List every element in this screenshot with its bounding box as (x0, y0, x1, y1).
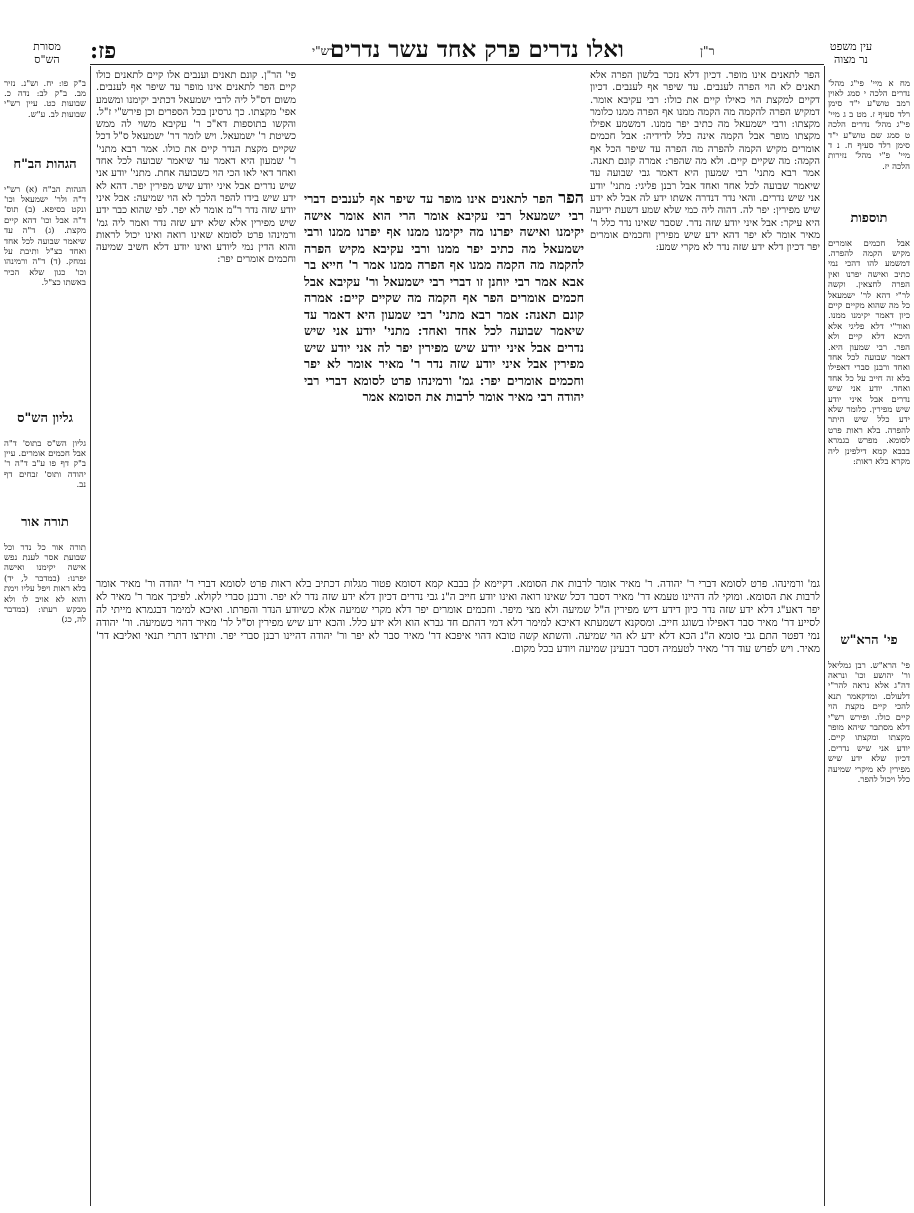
torah-or-column (4, 534, 86, 624)
daf-number: פז: (90, 38, 117, 64)
hagahot-title: הגהות הב"ח (13, 157, 77, 172)
left-margin-rule (90, 66, 91, 1206)
gemara-block (304, 190, 584, 570)
ein-mishpat-label: עין משפט נר מצוה (829, 40, 873, 66)
opening-word: הפר (558, 190, 584, 207)
haraash-column (828, 652, 910, 1197)
torah-or-title: תורה אור (21, 515, 69, 530)
header-rule (90, 64, 824, 65)
ran-label: ר"ן (700, 44, 715, 58)
rashi-text: הפר לתאנים אינו מופר. דכיון דלא נזכר בלשון הפרה אלא תאנים לא הוי הפרה לענבים. עד שיפר אף לענבים. דכיון דקיים למקצת הוי כאילו קיים את כולו: רבי עקיבא אומר. דמקיש הפרה להקמה מה הקמה ממנו אף הפרה ממנו כלומר מקצתו: ורבי ישמעאל מה כתיב יפר ממנו. דמשמע אפילו מקצתו מופר אבל הקמה אינה כלל לדידיה: אבל חכמים אומרים מקיש הקמה להפרה מה הפרה עד שיפר הכל אף הקמה: מה שקיים קיים. ולא מה שהפר: אמרה קונם תאנה. אמר רבא מתני' רבי שמעון היא דאמר גבי שבועה עד שיאמר שבועה לכל אחד ואחד אבל רבנן פליגי: מתני' יודע אני שיש נדרים. והאי נדר דנדרה אשתו ידע לה אבל לא ידע שיש מפירין: יפר לה. דהוה ליה כמי שלא שמע דשעת ידיעה היא עיקר: אבל איני יודע שזה נדר. שסבר שאינו נדר כלל ר' מאיר אומר לא יפר דהא ידע שיש מפירין וחכמים אומרים יפר דכיון דלא ידע שזה נדר לא מקרי שמע: (590, 70, 820, 254)
page-title: ואלו נדרים פרק אחד עשר נדרים (330, 36, 624, 63)
page-header (33, 34, 873, 66)
gilyon-title: גליון הש"ס (17, 411, 73, 426)
ein-mishpat-text: מח א מיי' פי"ג מהל' נדרים הלכה י סמג לאוין רמב טוש"ע י"ד סימן רלד סעיף ז. מט ב ג מיי' פי"ג מהל' נדרים הלכה ט סמג שם טוש"ע י"ד סימן רלד סעיף ח. נ ד מיי' פ"י מהל' נזירות הלכה יז. (828, 78, 910, 172)
tosafot-column (828, 230, 910, 630)
gemara-text: הפר לתאנים אינו מופר עד שיפר אף לענבים דברי רבי ישמעאל רבי עקיבא אומר הרי הוא אומר אישה יקימנו ואישה יפרנו מה יקימנו ממנו אף יפרנו ממנו ורבי ישמעאל מה כתיב יפר ממנו ורבי עקיבא מקיש הפרה להקמה מה הקמה ממנו אף הפרה ממנו אמר ר' חייא בר אבא אמר רבי יוחנן זו דברי רבי ישמעאל ור' עקיבא אבל חכמים אומרים הפר אף הקמה מה שקיים קיים: אמרה קונם תאנה: אמר רבא מתני' רבי שמעון היא דאמר עד שיאמר שבועה לכל אחד ואחד: מתני' יודע אני שיש נדרים אבל איני יודע שיש מפירין יפר לה אני יודע שיש מפירין אבל איני יודע שזה נדר ר' מאיר אומר לא יפר וחכמים אומרים יפר: גמ' ורמינהו פרט לסומא דברי רבי יהודה רבי מאיר אומר לרבות את הסומא אמר (304, 191, 584, 404)
mesoret-column (4, 70, 86, 152)
gilyon-text: גליון הש"ס בתוס' ד"ה אבל חכמים אומרים. עיין ב"ק דף פו ע"ב ד"ה ר' יהודה ותוס' זבחים דף נב. (4, 438, 86, 491)
ran-text: פי' הר"ן. קונם תאנים וענבים אלו קיים לתאנים כולו קיים הפר לתאנים אינו מופר עד שיפר אף לענבים. משום דס"ל ליה לרבי ישמעאל דכתיב יקימנו ומשמע אפי' מקצתו. כך גרסינן בכל הספרים וכן פירש"י ז"ל. והקשו בתוספות דא"כ ר' עקיבא משוי לה ממש כשיטת ר' ישמעאל. ויש לומר דר' ישמעאל ס"ל דכל שקיים מקצת הנדר קיים את כולו. אמר רבא מתני' ר' שמעון היא דאמר עד שיאמר שבועה לכל אחד ואחד דאי לאו הכי הוי כשבועה אחת. מתני' יודע אני שיש נדרים אבל איני יודע שיש מפירין יפר. דהא לא ידע שיש בידו להפר הלכך לא הוי שמיעה: אבל איני יודע שזה נדר ר"מ אומר לא יפר. לפי שהוא כבר ידע שיש מפירין אלא שלא ידע שזה נדר ואמר ליה גמ' ורמינהו פרט לסומא שאינו רואה ואינו יכול לראות והוא הדין נמי ליודע ואינו יודע דלא חשיב שמיעה וחכמים אומרים יפר: (96, 70, 296, 266)
right-margin-rule (824, 66, 825, 1206)
haraash-text: פי' הרא"ש. רבן גמליאל ור' יהושע וכו' ונראה דה"ג אלא נראה להר"י דלעולם. ומדקאמר תנא להכי קיים מקצת הוי קיים כולו. ופירש רש"י דלא מסתבר שיהא מופר מקצתו ומקצתו קיים. יודע אני שיש נדרים. דכיון שלא ידע שיש מפירין לא מיקרי שמיעה כלל ויכול להפר. (828, 660, 910, 785)
tosafot-title: תוספות (850, 211, 888, 226)
hagahot-text: הגהות הב"ח (א) רש"י ד"ה ולר' ישמעאל וכו' ונקט בסיפא. (ב) תוס' ד"ה אבל וכו' דהא קיים מקצת. (ג) ד"ה עד שיאמר שבועה לכל אחד ואחד כצ"ל ותיבת על נמחק. (ד) ד"ה ורמינהו וכו' כגון שלא הכיר באשתו כצ"ל. (4, 184, 86, 289)
hagahot-column (4, 176, 86, 406)
bottom-commentary (96, 578, 820, 1202)
mesoret-label: מסורת הש"ס (33, 40, 61, 66)
haraash-title: פי' הרא"ש (840, 633, 898, 648)
mesoret-text: ב"ק פו: יח. וש"נ. נזיר מב. ב"ק לב: נדה כ. שבועות כט. עיין רש"י שבועות לב. ע"ש. (4, 78, 86, 120)
ein-mishpat-column (828, 70, 910, 210)
gilyon-column (4, 430, 86, 510)
bottom-commentary-text: גמ' ורמינהו. פרט לסומא דברי ר' יהודה. ר' מאיר אומר לרבות את הסומא. דקיימא לן בבבא קמא דסומא פטור מגלות דכתיב בלא ראות פרט לסומא דברי ר' יהודה ור' מאיר אומר לרבות את הסומא. ומוקי לה דהיינו טעמא דר' מאיר דסבר דכל שאינו רואה ואינו יודע חייב ה"נ גבי נדרים דכיון דלא ידע שזה נדר לא יפר. ורבנן סברי לקולא. לפיכך אמר ר' מאיר לא יפר דאע"ג דלא ידע שזה נדר כיון דידע דיש מפירין ה"ל שמיעה ולא מצי מיפר. וחכמים אומרים יפר דלא מקרי שמיעה אלא כשיודע הנדר והפרתו. ואיכא למימר דבגמרא מייתי לה לסייע דר' מאיר סבר דאפילו בשוגג חייב. ומסקנא דשמעתא דאיכא למימר דלא דמי דהתם חד גברא הוא ולא ידע כלל. והכא ידע שיש מפירין וס"ל לר' מאיר דהוי כשמיעה. ור' יהודה נמי דפטר התם גבי סומא ה"נ הכא דלא ידע לא הוי שמיעה. והשתא קשה טובא דהוי איפכא דר' מאיר סבר לא יפר ור' יהודה דהיינו רבנן סברי יפר. ותירצו דתרי תנאי ואליבא דר' מאיר. ויש לפרש עוד דר' מאיר לטעמיה דסבר דבעינן שמיעה ויודע בכל מקום. (96, 578, 820, 656)
rashi-label: רש"י (312, 44, 336, 58)
ran-column (96, 70, 296, 570)
tosafot-text: אבל חכמים אומרים מקיש הקמה להפרה. דמשמע להו דהכי נמי כתיב ואישה יפרנו ואין הפרה לחצאין. וקשה לר"י דהא לר' ישמעאל כל מה שהוא מקיים קיים כיון דאמר יקימנו ממנו. ואור"י דלא פליגי אלא היכא דלא קיים ולא הפר. רבי שמעון היא. דאמר שבועה לכל אחד ואחד ורבנן סברי דאפילו בלא זה חייב על כל אחד ואחד. יודע אני שיש נדרים אבל איני יודע שיש מפירין. כלומר שלא ידע כלל שיש היתר להפרה. בלא ראות פרט לסומא. מפרש בגמרא בבבא קמא דילפינן ליה מקרא בלא ראות: (828, 238, 910, 468)
torah-or-text: תורה אור כל נדר וכל שבועת אסר לענת נפש אישה יקימנו ואישה יפרנו: (במדבר ל, יד) בלא ראות ויפל עליו וימת והוא לא אויב לו ולא מבקש רעתו: (במדבר לה, כג) (4, 542, 86, 624)
rashi-column (590, 70, 820, 500)
